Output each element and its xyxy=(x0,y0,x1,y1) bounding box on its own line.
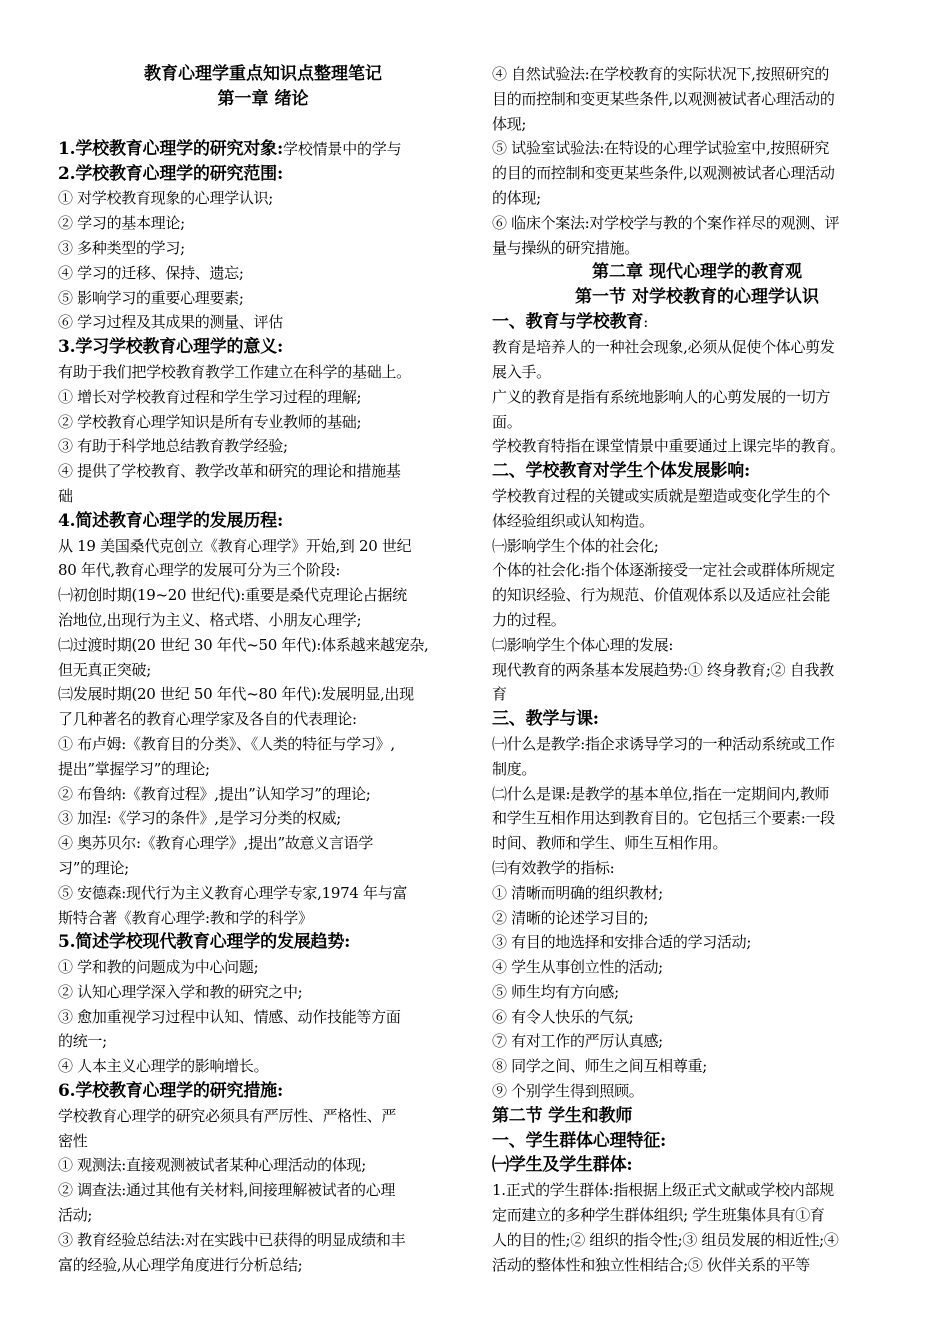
s4-line: 人的目的性;② 组织的指令性;③ 组员发展的相近性;④ xyxy=(492,1230,839,1249)
q2-item: ① 对学校教育现象的心理学认识; xyxy=(58,189,274,208)
s1-line: 教育是培养人的一种社会现象,必须从促使个体心剪发 xyxy=(492,338,835,357)
q4-heading: 4.简述教育心理学的发展历程: xyxy=(58,510,284,531)
s4-line: 1.正式的学生群体:指根据上级正式文献或学校内部规 xyxy=(492,1181,834,1200)
s2-line: 个体的社会化:指个体逐渐接受一定社会或群体所规定 xyxy=(492,561,835,580)
s2-line: 力的过程。 xyxy=(492,610,566,629)
s3-line: ⑤ 师生均有方向感; xyxy=(492,982,619,1001)
s3-line: ⑧ 同学之间、师生之间互相尊重; xyxy=(492,1057,708,1076)
q3-line: ③ 有助于科学地总结教育教学经验; xyxy=(58,437,288,456)
q3-line: ② 学校教育心理学知识是所有专业教师的基础; xyxy=(58,412,362,431)
q4-line: ㈡过渡时期(20 世纪 30 年代~50 年代):体系越来越宠杂, xyxy=(58,635,429,654)
q3-line: ① 增长对学校教育过程和学生学习过程的理解; xyxy=(58,387,362,406)
q4-line: 习”的理论; xyxy=(58,858,129,877)
q2-item: ⑥ 学习过程及其成果的测量、评估 xyxy=(58,313,283,332)
s3-line: ⑥ 有令人快乐的气氛; xyxy=(492,1007,634,1026)
q6-line: 密性 xyxy=(58,1131,88,1150)
methods-line: 的目的而控制和变更某些条件,以观测被试者心理活动 xyxy=(492,164,835,183)
section-2-heading: 第二节 学生和教师 xyxy=(492,1105,633,1126)
s3-line: ⑨ 个别学生得到照顾。 xyxy=(492,1082,644,1101)
q6-line: 学校教育心理学的研究必须具有严厉性、严格性、严 xyxy=(58,1106,397,1125)
q4-line: ④ 奥苏贝尔:《教育心理学》,提出”故意义言语学 xyxy=(58,834,374,853)
q5-line: ④ 人本主义心理学的影响增长。 xyxy=(58,1057,269,1076)
s1-line: 面。 xyxy=(492,412,522,431)
q4-line: 提出”掌握学习”的理论; xyxy=(58,759,210,778)
q5-line: ② 认知心理学深入学和教的研究之中; xyxy=(58,982,303,1001)
q4-line: ⑤ 安德森:现代行为主义教育心理学专家,1974 年与富 xyxy=(58,883,408,902)
s1-line: 展入手。 xyxy=(492,362,551,381)
s1-line: 学校教育特指在课堂情景中重要通过上课完毕的教育。 xyxy=(492,437,845,456)
s2-line: 的知识经验、行为规范、价值观体系以及适应社会能 xyxy=(492,586,831,605)
s3-line: 制度。 xyxy=(492,759,537,778)
s4-line: 定而建立的多种学生群体组织; 学生班集体具有①育 xyxy=(492,1206,825,1225)
left-column xyxy=(58,62,468,1277)
s2-line: 学校教育过程的关键或实质就是塑造或变化学生的个 xyxy=(492,486,831,505)
s4-heading: 一、学生群体心理特征: xyxy=(492,1130,667,1151)
q6-line: ③ 教育经验总结法:对在实践中已获得的明显成绩和丰 xyxy=(58,1230,406,1249)
s4-line: 活动的整体性和独立性相结合;⑤ 伙伴关系的平等 xyxy=(492,1255,810,1274)
s2-line: ㈡影响学生个体心理的发展: xyxy=(492,635,674,654)
section-1-heading: 第一节 对学校教育的心理学认识 xyxy=(575,287,819,308)
q6-line: ② 调查法:通过其他有关材料,间接理解被试者的心理 xyxy=(58,1181,396,1200)
methods-line: 量与操纵的研究措施。 xyxy=(492,238,640,257)
q1-heading xyxy=(58,137,468,162)
q3-line: ④ 提供了学校教育、教学改革和研究的理论和措施基 xyxy=(58,462,401,481)
q4-line: ㈢发展时期(20 世纪 50 年代~80 年代):发展明显,出现 xyxy=(58,685,414,704)
s3-line: ㈡什么是课:是教学的基本单位,指在一定期间内,教师 xyxy=(492,784,830,803)
s3-line: ⑦ 有对工作的严厉认真感; xyxy=(492,1032,663,1051)
q2-item: ③ 多种类型的学习; xyxy=(58,238,185,257)
q2-item: ⑤ 影响学习的重要心理要素; xyxy=(58,288,244,307)
q5-line: 的统一; xyxy=(58,1032,107,1051)
q4-line: 斯特合著《教育心理学:教和学的科学》 xyxy=(58,908,313,927)
q4-line: ② 布鲁纳:《教育过程》,提出”认知学习”的理论; xyxy=(58,784,371,803)
s3-line: ④ 学生从事创立性的活动; xyxy=(492,958,663,977)
q4-line: 从 19 美国桑代克创立《教育心理学》开始,到 20 世纪 xyxy=(58,536,412,555)
s3-line: ㈠什么是教学:指企求诱导学习的一种活动系统或工作 xyxy=(492,734,835,753)
s4-subheading: ㈠学生及学生群体: xyxy=(492,1155,633,1176)
s2-heading: 二、学校教育对学生个体发展影响: xyxy=(492,461,751,482)
q2-heading: 2.学校教育心理学的研究范围: xyxy=(58,163,284,184)
methods-line: ⑥ 临床个案法:对学校学与教的个案作祥尽的观测、评 xyxy=(492,213,840,232)
q6-line: ① 观测法:直接观测被试者某种心理活动的体现; xyxy=(58,1156,366,1175)
s3-line: 和学生互相作用达到教育目的。它包括三个要素:一段 xyxy=(492,809,835,828)
s1-line: 广义的教育是指有系统地影响人的心剪发展的一切方 xyxy=(492,387,831,406)
s2-line: 体经验组织或认知构造。 xyxy=(492,511,654,530)
q3-line: 有助于我们把学校教育教学工作建立在科学的基础上。 xyxy=(58,362,411,381)
q1-heading-text: 学校情景中的学与 xyxy=(283,139,402,158)
methods-line: ⑤ 试验室试验法:在特设的心理学试验室中,按照研究 xyxy=(492,139,830,158)
q6-line: 富的经验,从心理学角度进行分析总结; xyxy=(58,1255,303,1274)
q4-line: ① 布卢姆:《教育目的分类》、《人类的特征与学习》, xyxy=(58,734,395,753)
q2-item: ② 学习的基本理论; xyxy=(58,214,185,233)
s3-line: ② 清晰的论述学习目的; xyxy=(492,908,649,927)
q5-line: ① 学和教的问题成为中心问题; xyxy=(58,958,259,977)
q1-heading-bold: 1.学校教育心理学的研究对象: xyxy=(58,138,284,159)
document-title: 教育心理学重点知识点整理笔记 xyxy=(144,64,382,84)
q5-heading: 5.简述学校现代教育心理学的发展趋势: xyxy=(58,932,351,953)
s3-line: 时间、教师和学生、师生互相作用。 xyxy=(492,834,728,853)
methods-line: 目的而控制和变更某些条件,以观测被试者心理活动的 xyxy=(492,89,835,108)
q5-line: ③ 愈加重视学习过程中认知、情感、动作技能等方面 xyxy=(58,1007,401,1026)
methods-line: 的体现; xyxy=(492,188,541,207)
q3-line: 础 xyxy=(58,486,73,505)
q6-heading: 6.学校教育心理学的研究措施: xyxy=(58,1081,284,1102)
q4-line: 80 年代,教育心理学的发展可分为三个阶段: xyxy=(58,561,341,580)
q6-line: 活动; xyxy=(58,1206,93,1225)
q4-line: ㈠初创时期(19~20 世纪代):重要是桑代克理论占据统 xyxy=(58,586,407,605)
q2-item: ④ 学习的迁移、保持、遗忘; xyxy=(58,263,244,282)
methods-line: ④ 自然试验法:在学校教育的实际状况下,按照研究的 xyxy=(492,65,830,83)
q4-line: 治地位,出现行为主义、格式塔、小朋友心理学; xyxy=(58,610,362,629)
s3-heading: 三、教学与课: xyxy=(492,709,599,730)
right-column xyxy=(492,62,902,1277)
s3-line: ① 清晰而明确的组织教材; xyxy=(492,883,663,902)
q3-heading: 3.学习学校教育心理学的意义: xyxy=(58,337,284,358)
s3-line: ③ 有目的地选择和安排合适的学习活动; xyxy=(492,933,752,952)
s2-line: ㈠影响学生个体的社会化; xyxy=(492,536,659,555)
q4-line: 了几种著名的教育心理学家及各自的代表理论: xyxy=(58,710,357,729)
q4-line: ③ 加涅:《学习的条件》,是学习分类的权威; xyxy=(58,809,342,828)
chapter-1-heading: 第一章 绪论 xyxy=(217,89,309,109)
s1-heading-bold: 一、教育与学校教育 xyxy=(492,312,644,333)
chapter-2-heading: 第二章 现代心理学的教育观 xyxy=(592,262,802,283)
q4-line: 但无真正突破; xyxy=(58,660,151,679)
methods-line: 体现; xyxy=(492,114,527,133)
blank-line xyxy=(58,112,468,137)
s3-line: ㈢有效教学的指标: xyxy=(492,858,615,877)
s1-heading-colon: : xyxy=(643,313,649,332)
s2-line: 育 xyxy=(492,685,507,704)
s2-line: 现代教育的两条基本发展趋势:① 终身教育;② 自我教 xyxy=(492,660,834,679)
s1-heading xyxy=(492,310,902,335)
